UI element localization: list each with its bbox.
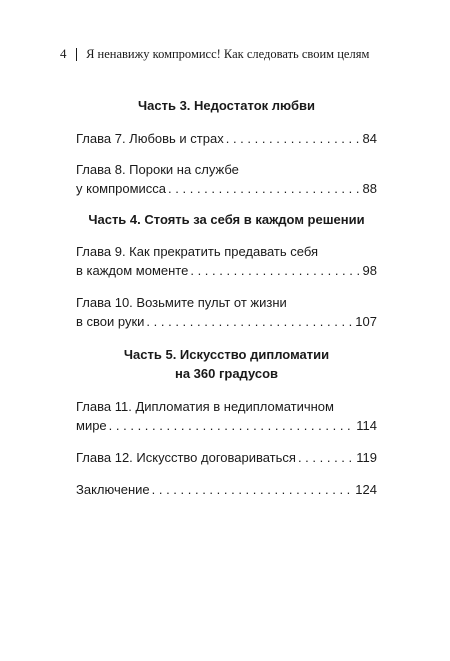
toc-entry[interactable] — [76, 242, 377, 280]
page-ref: 119 — [356, 450, 377, 465]
chapter-title: Глава 10. Возьмите пульт от жизни — [76, 295, 287, 310]
chapter-title: Глава 8. Пороки на службе — [76, 162, 239, 177]
running-header — [60, 46, 410, 62]
toc-entry[interactable] — [76, 397, 377, 435]
table-of-contents — [76, 96, 377, 499]
chapter-title: Заключение — [76, 482, 150, 497]
part-title-line: Часть 5. Искусство дипломатии — [123, 347, 330, 362]
part-heading — [56, 210, 397, 229]
dot-leader — [146, 312, 353, 331]
chapter-title: Глава 12. Искусство договариваться — [76, 450, 296, 465]
dot-leader — [226, 129, 361, 148]
page-ref: 84 — [362, 131, 377, 146]
page-ref: 124 — [355, 482, 377, 497]
dot-leader — [152, 480, 354, 499]
chapter-title: Глава 9. Как прекратить предавать себя — [76, 244, 319, 259]
chapter-title: Глава 11. Дипломатия в недипломатичном — [76, 399, 334, 414]
page-ref: 88 — [362, 181, 377, 196]
toc-entry[interactable] — [76, 480, 377, 499]
part-title-line: Часть 3. Недостаток любви — [138, 98, 315, 113]
toc-entry[interactable] — [76, 160, 377, 198]
dot-leader — [190, 261, 360, 280]
part-heading — [76, 345, 377, 383]
chapter-title-cont: мире — [76, 418, 107, 433]
toc-entry[interactable] — [76, 129, 377, 148]
chapter-title: Глава 7. Любовь и страх — [76, 131, 224, 146]
part-heading — [76, 96, 377, 115]
part-title-line: на 360 градусов — [174, 366, 279, 381]
dot-leader — [298, 448, 354, 467]
chapter-title-cont: в каждом моменте — [76, 263, 189, 278]
page-ref: 107 — [355, 314, 377, 329]
page-ref: 114 — [356, 418, 377, 433]
part-title-line: Часть 4. Стоять за себя в каждом решении — [88, 212, 365, 227]
chapter-title-cont: в свои руки — [76, 314, 145, 329]
page-ref: 98 — [362, 263, 377, 278]
dot-leader — [109, 416, 355, 435]
dot-leader — [168, 179, 360, 198]
toc-entry[interactable] — [76, 293, 377, 331]
chapter-title-cont: у компромисса — [76, 181, 167, 196]
page-number: 4 — [60, 46, 67, 61]
header-divider — [76, 48, 78, 61]
running-title: Я ненавижу компромисс! Как следовать своим целям — [86, 46, 370, 61]
toc-entry[interactable] — [76, 448, 377, 467]
